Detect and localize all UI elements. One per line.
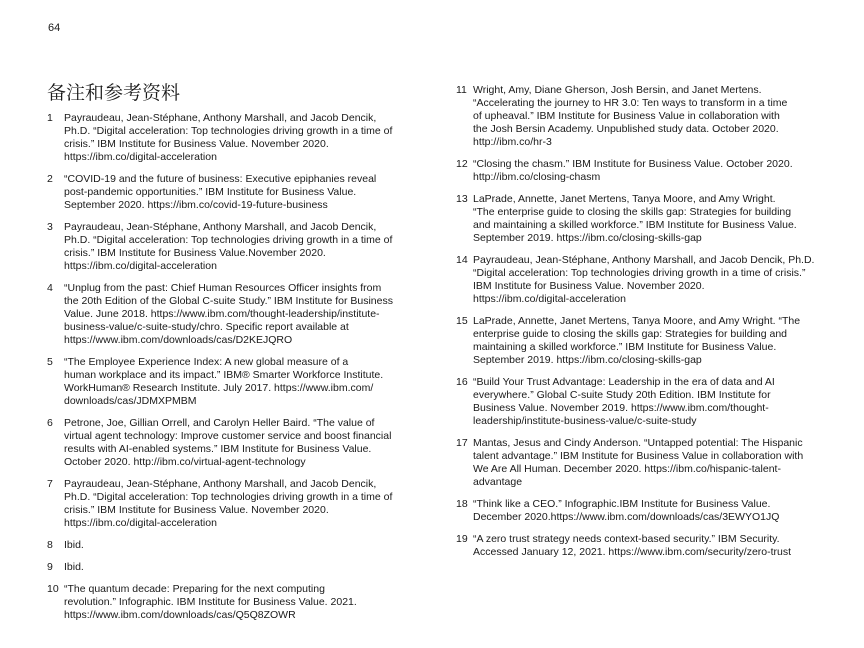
note-number: 9 [47, 561, 53, 573]
note-item [456, 498, 826, 524]
note-text: “Build Your Trust Advantage: Leadership in the era of data and AI everywhere.” Global C-suite Study 20th Edition. IBM Institute for Business Value. November 2019. https://www.ibm.com/thought- leadership/institute-business-value/c-suite-study [473, 376, 775, 427]
note-text: Wright, Amy, Diane Gherson, Josh Bersin, and Janet Mertens. “Accelerating the journey to HR 3.0: Ten ways to transform in a time of upheaval.” IBM Institute for Business Value in collaboration with the Josh Bersin Academy. Unpublished study data. October 2020. http://ibm.co/hr-3 [473, 84, 788, 148]
note-number: 12 [456, 158, 468, 170]
page-title: 备注和参考资料 [47, 82, 181, 104]
note-number: 11 [456, 84, 467, 96]
note-item [456, 376, 826, 428]
note-item [456, 84, 826, 149]
note-number: 10 [47, 583, 59, 595]
note-text: Payraudeau, Jean-Stéphane, Anthony Marshall, and Jacob Dencik, Ph.D. “Digital acceleration: Top technologies driving growth in a time of crisis.” IBM Institute for Business Value.November 2020. https://ibm.co/digital-acceleration [64, 221, 393, 272]
note-number: 17 [456, 437, 468, 449]
note-number: 8 [47, 539, 53, 551]
note-text: Mantas, Jesus and Cindy Anderson. “Untapped potential: The Hispanic talent advantage.” IBM Institute for Business Value in collaboration with We Are All Human. December 2020. https://ibm.co/hispanic-talent- advantage [473, 437, 804, 488]
note-item [47, 478, 417, 530]
note-number: 4 [47, 282, 53, 294]
note-item [456, 533, 826, 559]
note-item [47, 356, 417, 408]
note-item [456, 193, 826, 245]
note-number: 13 [456, 193, 468, 205]
note-number: 5 [47, 356, 53, 368]
note-number: 7 [47, 478, 53, 490]
note-item [47, 221, 417, 273]
note-item [456, 437, 826, 489]
note-item [47, 561, 417, 574]
note-number: 14 [456, 254, 468, 266]
note-number: 18 [456, 498, 468, 510]
note-text: Ibid. [64, 539, 84, 551]
note-text: “COVID-19 and the future of business: Executive epiphanies reveal post-pandemic opportunities.” IBM Institute for Business Value. September 2020. https://ibm.co/covid-19-future-business [64, 173, 377, 211]
note-text: Payraudeau, Jean-Stéphane, Anthony Marshall, and Jacob Dencik, Ph.D. “Digital acceleration: Top technologies driving growth in a time of crisis.” IBM Institute for Business Value. November 2020. https://ibm.co/digital-acceleration [473, 254, 815, 305]
note-number: 1 [47, 112, 53, 124]
note-item [47, 583, 417, 622]
note-text: Payraudeau, Jean-Stéphane, Anthony Marshall, and Jacob Dencik, Ph.D. “Digital acceleration: Top technologies driving growth in a time of crisis.” IBM Institute for Business Value. November 2020. https://ibm.co/digital-acceleration [64, 112, 393, 163]
note-item [47, 112, 417, 164]
note-item [456, 254, 826, 306]
note-item [456, 315, 826, 367]
notes-list-left [47, 112, 417, 631]
note-text: “A zero trust strategy needs context-based security.” IBM Security. Accessed January 12, 2021. https://www.ibm.com/security/zero-trust [473, 533, 792, 558]
note-item [47, 173, 417, 212]
note-text: “Unplug from the past: Chief Human Resources Officer insights from the 20th Edition of the Global C-suite Study.” IBM Institute for Business Value. June 2018. https://www.ibm.com/thought-leadership/institute- business-value/c-suite-study/chro. Specific report available at https://www.ibm.com/downloads/cas/D2KEJQRO [64, 282, 393, 346]
note-item [47, 282, 417, 347]
note-number: 2 [47, 173, 53, 185]
note-text: Petrone, Joe, Gillian Orrell, and Carolyn Heller Baird. “The value of virtual agent technology: Improve customer service and boost financial results with AI-enabled systems.” IBM Institute for Business Value. October 2020. http://ibm.co/virtual-agent-technology [64, 417, 392, 468]
note-number: 19 [456, 533, 468, 545]
note-text: “Closing the chasm.” IBM Institute for Business Value. October 2020. http://ibm.co/closing-chasm [473, 158, 793, 183]
note-text: LaPrade, Annette, Janet Mertens, Tanya Moore, and Amy Wright. “The enterprise guide to closing the skills gap: Strategies for building and maintaining a skilled workforce.” IBM Institute for Business Value. September 2019. https://ibm.co/closing-skills-gap [473, 193, 797, 244]
note-number: 3 [47, 221, 53, 233]
note-item [47, 417, 417, 469]
note-number: 15 [456, 315, 468, 327]
note-text: Payraudeau, Jean-Stéphane, Anthony Marshall, and Jacob Dencik, Ph.D. “Digital acceleration: Top technologies driving growth in a time of crisis.” IBM Institute for Business Value. November 2020. https://ibm.co/digital-acceleration [64, 478, 393, 529]
note-item [47, 539, 417, 552]
page-number: 64 [48, 22, 61, 34]
note-text: “The Employee Experience Index: A new global measure of a human workplace and its impact.” IBM® Smarter Workforce Institute. WorkHuman® Research Institute. July 2017. https://www.ibm.com/ downloads/cas/JDMXPMBM [64, 356, 384, 407]
note-text: Ibid. [64, 561, 84, 573]
note-number: 6 [47, 417, 53, 429]
note-text: “Think like a CEO.” Infographic.IBM Institute for Business Value. December 2020.https://www.ibm.com/downloads/cas/3EWYO1JQ [473, 498, 780, 523]
notes-list-right [456, 84, 826, 568]
note-text: “The quantum decade: Preparing for the next computing revolution.” Infographic. IBM Institute for Business Value. 2021. https://www.ibm.com/downloads/cas/Q5Q8ZOWR [64, 583, 357, 621]
note-number: 16 [456, 376, 468, 388]
note-item [456, 158, 826, 184]
note-text: LaPrade, Annette, Janet Mertens, Tanya Moore, and Amy Wright. “The enterprise guide to closing the skills gap: Strategies for building and maintaining a skilled workforce.” IBM Institute for Business Value. September 2019. https://ibm.co/closing-skills-gap [473, 315, 801, 366]
